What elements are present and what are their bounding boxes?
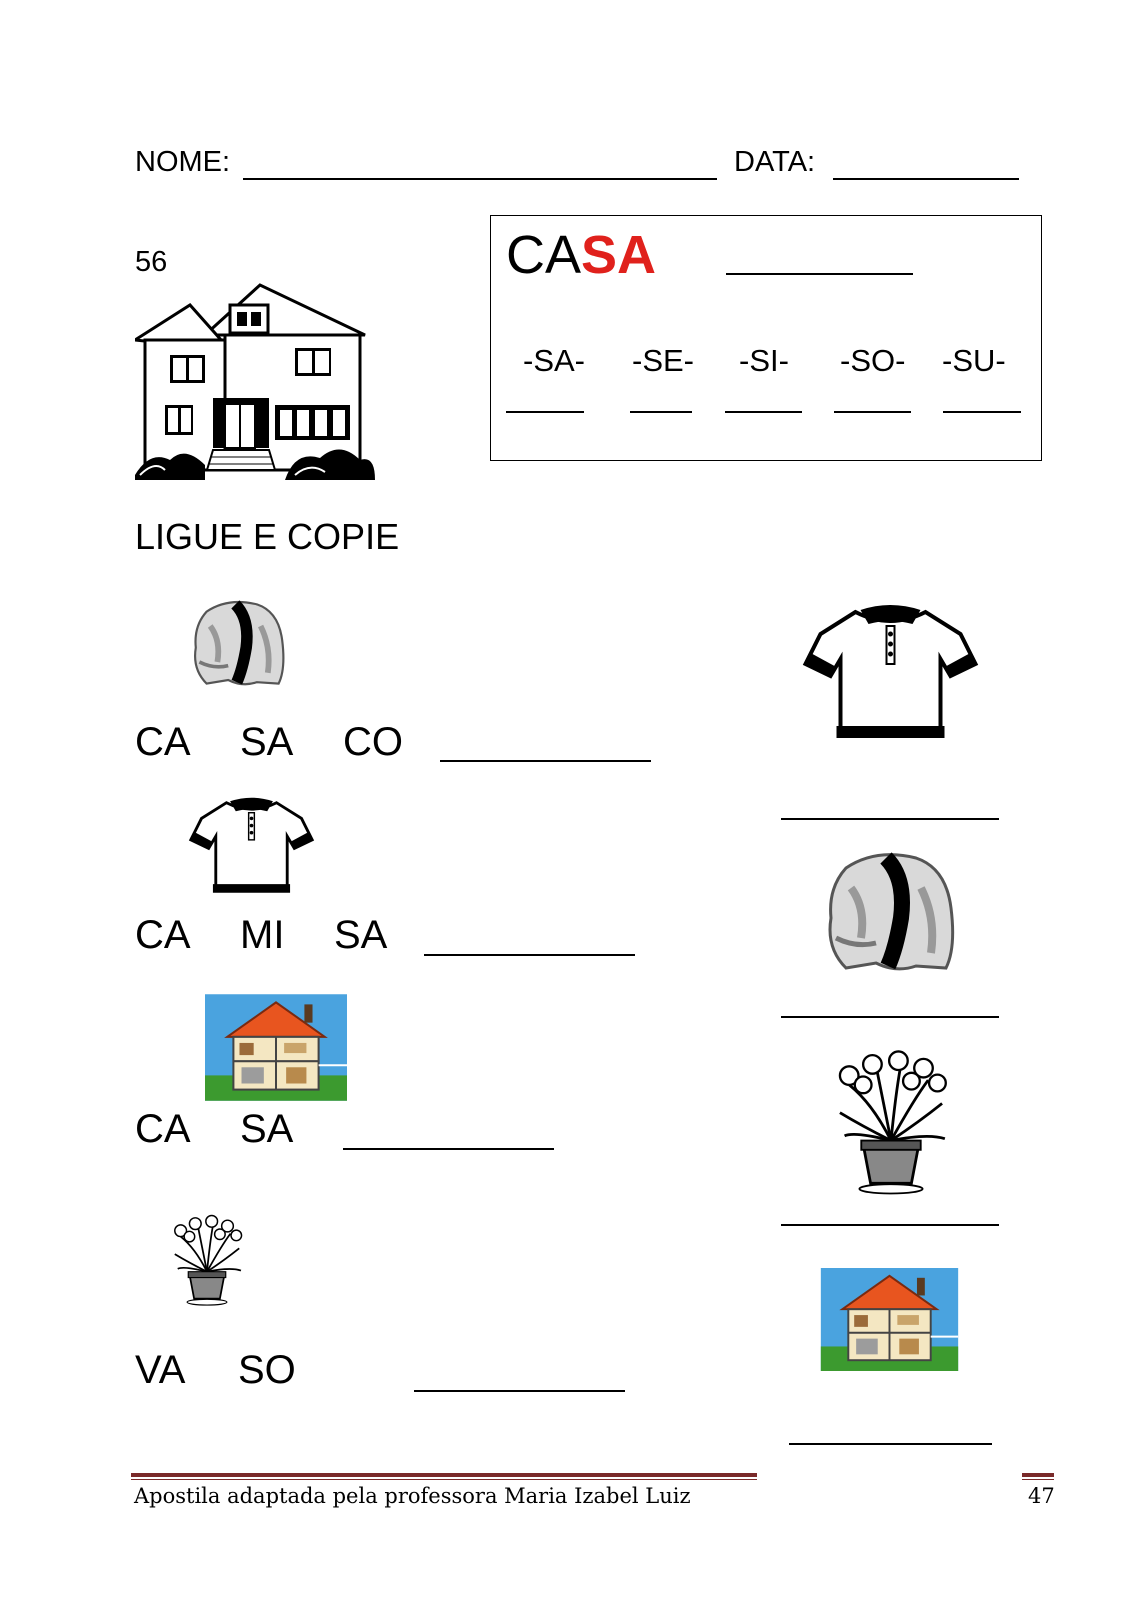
syllable: SA: [240, 720, 294, 764]
syllable-su: -SU-: [942, 343, 1006, 378]
page-number: 47: [1028, 1484, 1055, 1508]
syllable-si: -SI-: [739, 343, 789, 378]
syllable-copy-field[interactable]: [834, 411, 911, 413]
copy-field[interactable]: [781, 1224, 999, 1226]
copy-field[interactable]: [781, 1016, 999, 1018]
footer-credit: Apostila adaptada pela professora Maria Izabel Luiz: [134, 1484, 691, 1508]
footer-rule: [131, 1473, 757, 1477]
copy-field[interactable]: [440, 760, 651, 762]
dollhouse-icon: [205, 994, 347, 1101]
syllable: SO: [238, 1348, 296, 1392]
syllable-copy-field[interactable]: [725, 411, 802, 413]
flower-vase-icon: [166, 1200, 248, 1320]
house-icon: [135, 280, 375, 490]
syllable: VA: [135, 1348, 186, 1392]
syllable: MI: [240, 913, 285, 957]
lesson-number: 56: [135, 246, 168, 278]
syllable: CA: [135, 913, 191, 957]
copy-field[interactable]: [789, 1443, 992, 1445]
footer-rule: [1022, 1473, 1054, 1477]
syllable: CO: [343, 720, 403, 764]
syllable: SA: [334, 913, 388, 957]
syllable-se: -SE-: [632, 343, 694, 378]
copy-field[interactable]: [414, 1390, 625, 1392]
flower-vase-icon: [826, 1047, 956, 1197]
shirt-icon: [798, 604, 983, 744]
copy-field[interactable]: [781, 818, 999, 820]
syllable-so: -SO-: [840, 343, 906, 378]
dollhouse-icon: [811, 1268, 968, 1371]
footer-rule: [131, 1479, 757, 1480]
exercise-title: LIGUE E COPIE: [135, 516, 400, 557]
footer-rule: [1022, 1479, 1054, 1480]
copy-field[interactable]: [343, 1148, 554, 1150]
name-label: NOME:: [135, 146, 231, 178]
syllable-copy-field[interactable]: [506, 411, 584, 413]
coat-icon: [185, 588, 293, 700]
syllable-sa: -SA-: [523, 343, 585, 378]
syllable: CA: [135, 1107, 191, 1151]
syllable-copy-field[interactable]: [630, 411, 692, 413]
syllable: SA: [240, 1107, 294, 1151]
word-copy-field[interactable]: [726, 273, 913, 275]
copy-field[interactable]: [424, 954, 635, 956]
date-label: DATA:: [734, 146, 816, 178]
date-field[interactable]: [833, 178, 1019, 180]
name-field[interactable]: [243, 178, 717, 180]
syllable-copy-field[interactable]: [943, 411, 1021, 413]
syllable: CA: [135, 720, 191, 764]
coat-icon: [816, 848, 966, 978]
word-casa: CASA: [506, 225, 657, 285]
shirt-icon: [184, 797, 319, 897]
